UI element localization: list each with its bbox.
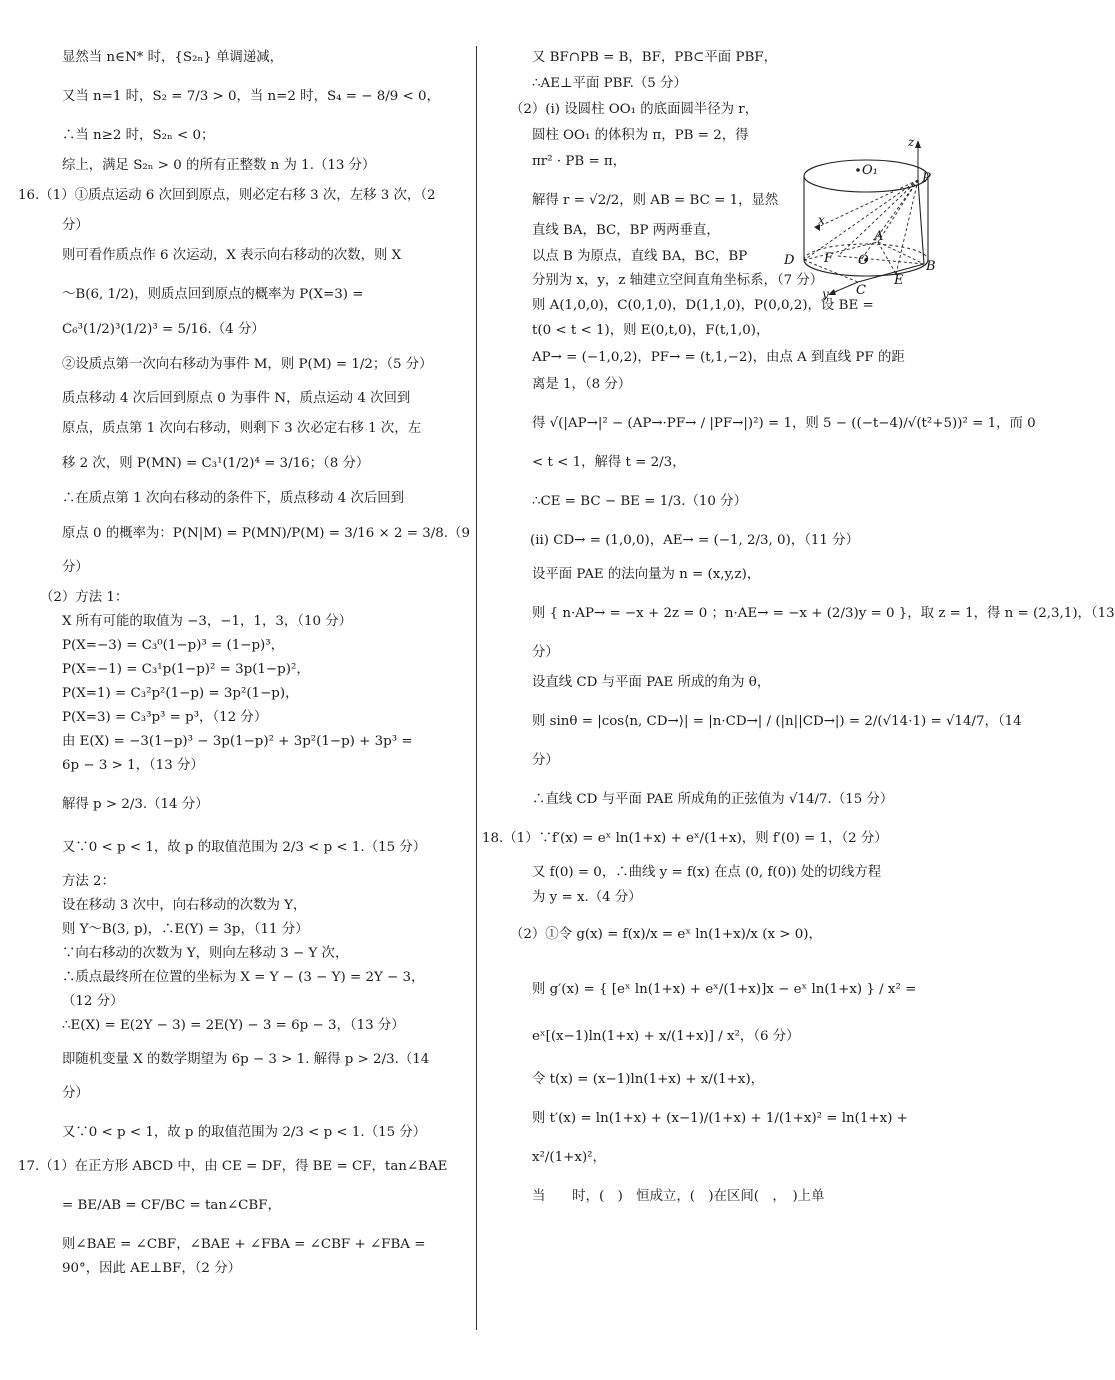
label-y: y [822,287,829,301]
text-line: P(X=−1) = C₃¹p(1−p)² = 3p(1−p)²， [62,662,310,677]
text-line: 分） [62,560,89,575]
text-line: （2）(i) 设圆柱 OO₁ 的底面圆半径为 r， [510,102,759,117]
text-line: 则 Y～B(3, p)，∴E(Y) = 3p，（11 分） [62,922,309,937]
text-line: ∴在质点第 1 次向右移动的条件下，质点移动 4 次后回到 [62,491,405,506]
text-line: 则 { n·AP→ = −x + 2z = 0 ；n·AE→ = −x + (2/3)y = 0 }，取 z = 1，得 n = (2,3,1)，（13 [532,606,1115,621]
text-line: 又 BF∩PB = B，BF，PB⊂平面 PBF， [532,50,777,65]
text-line: 又∵0 < p < 1，故 p 的取值范围为 2/3 < p < 1.（15 分） [62,840,427,855]
text-line: P(X=−3) = C₃⁰(1−p)³ = (1−p)³， [62,638,285,653]
text-line: 设在移动 3 次中，向右移动的次数为 Y， [62,898,307,913]
text-line: 以点 B 为原点，直线 BA，BC，BP [532,249,748,264]
label-x: x [818,213,825,227]
text-line: C₆³(1/2)³(1/2)³ = 5/16.（4 分） [62,322,265,337]
text-line: 由 E(X) = −3(1−p)³ − 3p(1−p)² + 3p²(1−p) + 3p³ = [62,734,413,749]
text-line: πr² · PB = π， [532,154,627,169]
text-line: ∴E(X) = E(2Y − 3) = 2E(Y) − 3 = 6p − 3，（13 分） [62,1018,405,1033]
label-O1: O₁ [862,163,878,178]
text-line: eˣ[(x−1)ln(1+x) + x/(1+x)] / x²，（6 分） [532,1029,800,1044]
text-line: (ii) CD→ = (1,0,0)，AE→ = (−1, 2/3, 0)，（11 分） [530,533,859,548]
label-P: P [922,171,931,186]
text-line: 分） [532,645,559,660]
left-column [18,50,470,1374]
text-line: 显然当 n∈N* 时，{S₂ₙ} 单调递减， [62,50,283,65]
label-E: E [894,273,904,288]
text-line: 6p − 3 > 1，（13 分） [62,758,204,773]
column-divider [476,46,477,1330]
text-line: 则 t′(x) = ln(1+x) + (x−1)/(1+x) + 1/(1+x)² = ln(1+x) + [532,1111,908,1126]
text-line: 令 t(x) = (x−1)ln(1+x) + x/(1+x)， [532,1072,765,1087]
text-line: （12 分） [62,994,124,1009]
text-line: x²/(1+x)²， [532,1150,606,1165]
text-line: 得 √(|AP→|² − (AP→·PF→ / |PF→|)²) = 1，则 5 − ((−t−4)/√(t²+5))² = 1，而 0 [532,416,1036,431]
text-line: 方法 2： [62,874,115,889]
label-D: D [784,253,795,268]
text-line: 即随机变量 X 的数学期望为 6p − 3 > 1. 解得 p > 2/3.（14 [62,1052,430,1067]
text-line: 则 A(1,0,0)，C(0,1,0)，D(1,1,0)，P(0,0,2)，设 BE = [532,298,874,313]
text-line: 又 f(0) = 0，∴曲线 y = f(x) 在点 (0, f(0)) 处的切线方程 [532,865,882,880]
y-arrow [828,289,836,295]
text-line: 17.（1）在正方形 ABCD 中，由 CE = DF，得 BE = CF，tan∠BAE [18,1159,448,1174]
text-line: < t < 1，解得 t = 2/3， [532,455,686,470]
text-line: 分） [62,218,89,233]
text-line: 则 g′(x) = { [eˣ ln(1+x) + eˣ/(1+x)]x − eˣ ln(1+x) } / x² = [532,982,917,997]
text-line: 分） [532,753,559,768]
text-line: 90°，因此 AE⊥BF，（2 分） [62,1261,241,1276]
text-line: ∴直线 CD 与平面 PAE 所成角的正弦值为 √14/7.（15 分） [532,792,894,807]
text-line: 移 2 次，则 P(MN) = C₃¹(1/2)⁴ = 3/16；（8 分） [62,456,370,471]
text-line: t(0 < t < 1)，则 E(0,t,0)，F(t,1,0)， [532,323,770,338]
text-line: 原点，质点第 1 次向右移动，则剩下 3 次必定右移 1 次，左 [62,421,422,436]
text-line: 为 y = x.（4 分） [532,890,642,905]
point-O1 [856,168,860,172]
text-line: 则 sinθ = |cos⟨n, CD→⟩| = |n·CD→| / (|n||CD→|) = 2/(√14·1) = √14/7，（14 [532,714,1022,729]
text-line: AP→ = (−1,0,2)，PF→ = (t,1,−2)，由点 A 到直线 PF 的距 [532,350,905,365]
text-line: （2）①令 g(x) = f(x)/x = eˣ ln(1+x)/x (x > 0)， [510,927,822,942]
z-arrow [915,140,921,148]
cylinder-diagram [776,118,936,308]
text-line: 16.（1）①质点运动 6 次回到原点，则必定右移 3 次，左移 3 次，（2 [18,188,436,203]
text-line: 则∠BAE = ∠CBF，∠BAE + ∠FBA = ∠CBF + ∠FBA = [62,1237,426,1252]
label-C: C [856,283,866,298]
text-line: 原点 0 的概率为：P(N|M) = P(MN)/P(M) = 3/16 × 2 = 3/8.（9 [62,526,470,541]
text-line: 当 时，( ) 恒成立，( )在区间( ， )上单 [532,1189,825,1204]
text-line: 直线 BA，BC，BP 两两垂直， [532,223,720,238]
text-line: 又当 n=1 时，S₂ = 7/3 > 0，当 n=2 时，S₄ = − 8/9 < 0， [62,89,440,104]
label-z: z [908,135,915,149]
label-O: O [858,253,869,268]
label-B: B [926,259,936,274]
cylinder-figure [776,118,936,301]
text-line: 则可看作质点作 6 次运动，X 表示向右移动的次数，则 X [62,248,402,263]
label-F: F [824,251,834,266]
text-line: 质点移动 4 次后回到原点 0 为事件 N，质点运动 4 次回到 [62,391,411,406]
text-line: P(X=3) = C₃³p³ = p³，（12 分） [62,710,268,725]
text-line: 18.（1）∵f′(x) = eˣ ln(1+x) + eˣ/(1+x)，则 f′(0) = 1，（2 分） [482,831,888,846]
text-line: 圆柱 OO₁ 的体积为 π，PB = 2，得 [532,128,749,143]
text-line: 综上，满足 S₂ₙ > 0 的所有正整数 n 为 1.（13 分） [62,158,376,173]
text-line: ∴当 n≥2 时，S₂ₙ < 0； [62,128,215,143]
text-line: ∴CE = BC − BE = 1/3.（10 分） [532,494,747,509]
text-line: P(X=1) = C₃²p²(1−p) = 3p²(1−p)， [62,686,299,701]
text-line: 解得 p > 2/3.（14 分） [62,797,209,812]
text-line: 分） [62,1086,89,1101]
text-line: 设平面 PAE 的法向量为 n = (x,y,z)， [532,567,761,582]
text-line: = BE/AB = CF/BC = tan∠CBF， [62,1198,281,1213]
label-A: A [874,229,884,244]
text-line: 又∵0 < p < 1，故 p 的取值范围为 2/3 < p < 1.（15 分） [62,1125,427,1140]
text-line: 离是 1，（8 分） [532,377,632,392]
text-line: ～B(6, 1/2)，则质点回到原点的概率为 P(X=3) = [62,287,364,302]
text-line: （2）方法 1： [40,590,129,605]
text-line: 设直线 CD 与平面 PAE 所成的角为 θ， [532,675,771,690]
text-line: ∵向右移动的次数为 Y，则向左移动 3 − Y 次， [62,946,349,961]
text-line: ∴AE⊥平面 PBF.（5 分） [532,76,687,91]
text-line: X 所有可能的取值为 −3，−1，1，3，（10 分） [62,614,353,629]
text-line: 分别为 x，y，z 轴建立空间直角坐标系，（7 分） [532,273,824,288]
text-line: 解得 r = √2/2，则 AB = BC = 1，显然 [532,193,779,208]
text-line: ∴质点最终所在位置的坐标为 X = Y − (3 − Y) = 2Y − 3， [62,970,425,985]
text-line: ②设质点第一次向右移动为事件 M，则 P(M) = 1/2；（5 分） [62,357,433,372]
